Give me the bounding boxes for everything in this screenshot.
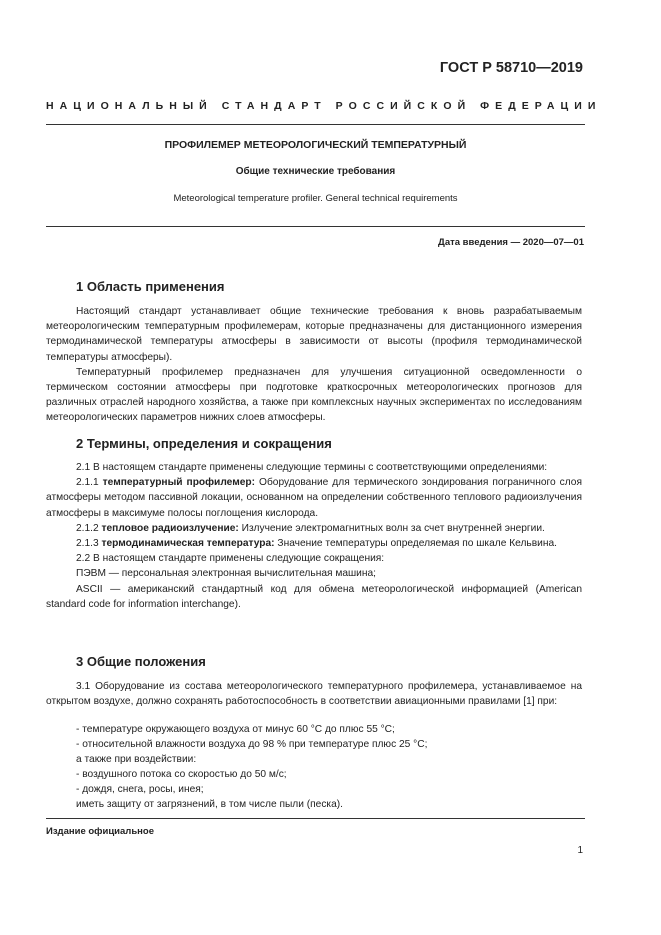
list-item: - относительной влажности воздуха до 98 % при температуре плюс 25 °С; (76, 739, 428, 750)
abbreviation-ascii: ASCII — американский стандартный код для обмена метеорологической информацией (American standard code for information interchange). (46, 583, 582, 610)
term-number: 2.1.1 (76, 477, 99, 489)
term-2-1-3 (46, 536, 582, 551)
term-definition: Значение температуры определяемая по шкале Кельвина. (277, 538, 557, 550)
footer-divider (46, 818, 585, 819)
section-2-heading: 2 Термины, определения и сокращения (76, 436, 332, 451)
introduction-date: Дата введения — 2020—07—01 (438, 237, 584, 248)
clause-2-1: 2.1 В настоящем стандарте применены следующие термины с соответствующими определениями: (76, 462, 548, 473)
list-item: - воздушного потока со скоростью до 50 м/с; (76, 769, 287, 780)
section-1-paragraph-1: Настоящий стандарт устанавливает общие технические требования к вновь разрабатываемым метеорологическим температурным профилемерам, которые предназначены для дистанционного измерения термодинамической температуры атмосферы в зависимости от высоты (профиля термодинамической температуры атмосферы). (46, 306, 582, 363)
term-number: 2.1.2 (76, 522, 99, 534)
section-3-heading: 3 Общие положения (76, 654, 206, 669)
term-definition: Оборудование для термического зондирования пограничного слоя атмосферы методом пассивной локации, основанном на определении собственного теплового радиоизлучения атмосферы в максимуме полосы поглощения кислорода. (46, 477, 582, 519)
section-1-body (46, 304, 582, 426)
term-2-1-2 (46, 521, 582, 536)
term-name: температурный профилемер: (102, 477, 256, 489)
section-3-body (46, 679, 582, 709)
term-number: 2.1.3 (76, 538, 99, 550)
closing-line: иметь защиту от загрязнений, в том числе пыли (песка). (76, 799, 343, 810)
page-number: 1 (577, 845, 583, 856)
official-edition-label: Издание официальное (46, 826, 154, 837)
list-item: - температуре окружающего воздуха от минус 60 °С до плюс 55 °С; (76, 724, 395, 735)
section-1-paragraph-2: Температурный профилемер предназначен для улучшения ситуационной осведомленности о термическом состоянии атмосферы при подготовке краткосрочных метеорологических прогнозов для различных отраслей народного хозяйства, а также при комплексных научных экспериментах по исследованиям метеорологических параметров нижних слоев атмосферы. (46, 366, 582, 424)
section-1-heading: 1 Область применения (76, 279, 225, 294)
title-divider (46, 226, 585, 227)
document-title: ПРОФИЛЕМЕР МЕТЕОРОЛОГИЧЕСКИЙ ТЕМПЕРАТУРНЫЙ (164, 139, 467, 151)
term-name: термодинамическая температура: (101, 538, 275, 550)
section-2-body (46, 460, 582, 612)
national-standard-banner: НАЦИОНАЛЬНЫЙ СТАНДАРТ РОССИЙСКОЙ ФЕДЕРАЦИИ (46, 100, 602, 112)
list-intro: а также при воздействии: (76, 754, 197, 765)
standard-designation: ГОСТ Р 58710—2019 (439, 60, 583, 76)
abbreviation-pevm: ПЭВМ — персональная электронная вычислительная машина; (76, 568, 376, 580)
term-definition: Излучение электромагнитных волн за счет внутренней энергии. (241, 522, 545, 534)
term-name: тепловое радиоизлучение: (101, 522, 239, 534)
document-subtitle: Общие технические требования (235, 166, 396, 177)
clause-3-1: 3.1 Оборудование из состава метеорологического температурного профилемера, устанавливаемое на открытом воздухе, должно сохранять работоспособность в соответствии авиационными правилами [1] при: (46, 681, 582, 708)
term-2-1-1 (46, 475, 582, 521)
list-item: - дождя, снега, росы, инея; (76, 784, 204, 795)
header-divider (46, 124, 585, 125)
english-title: Meteorological temperature profiler. General technical requirements (173, 193, 458, 204)
clause-2-2: 2.2 В настоящем стандарте применены следующие сокращения: (76, 553, 385, 565)
